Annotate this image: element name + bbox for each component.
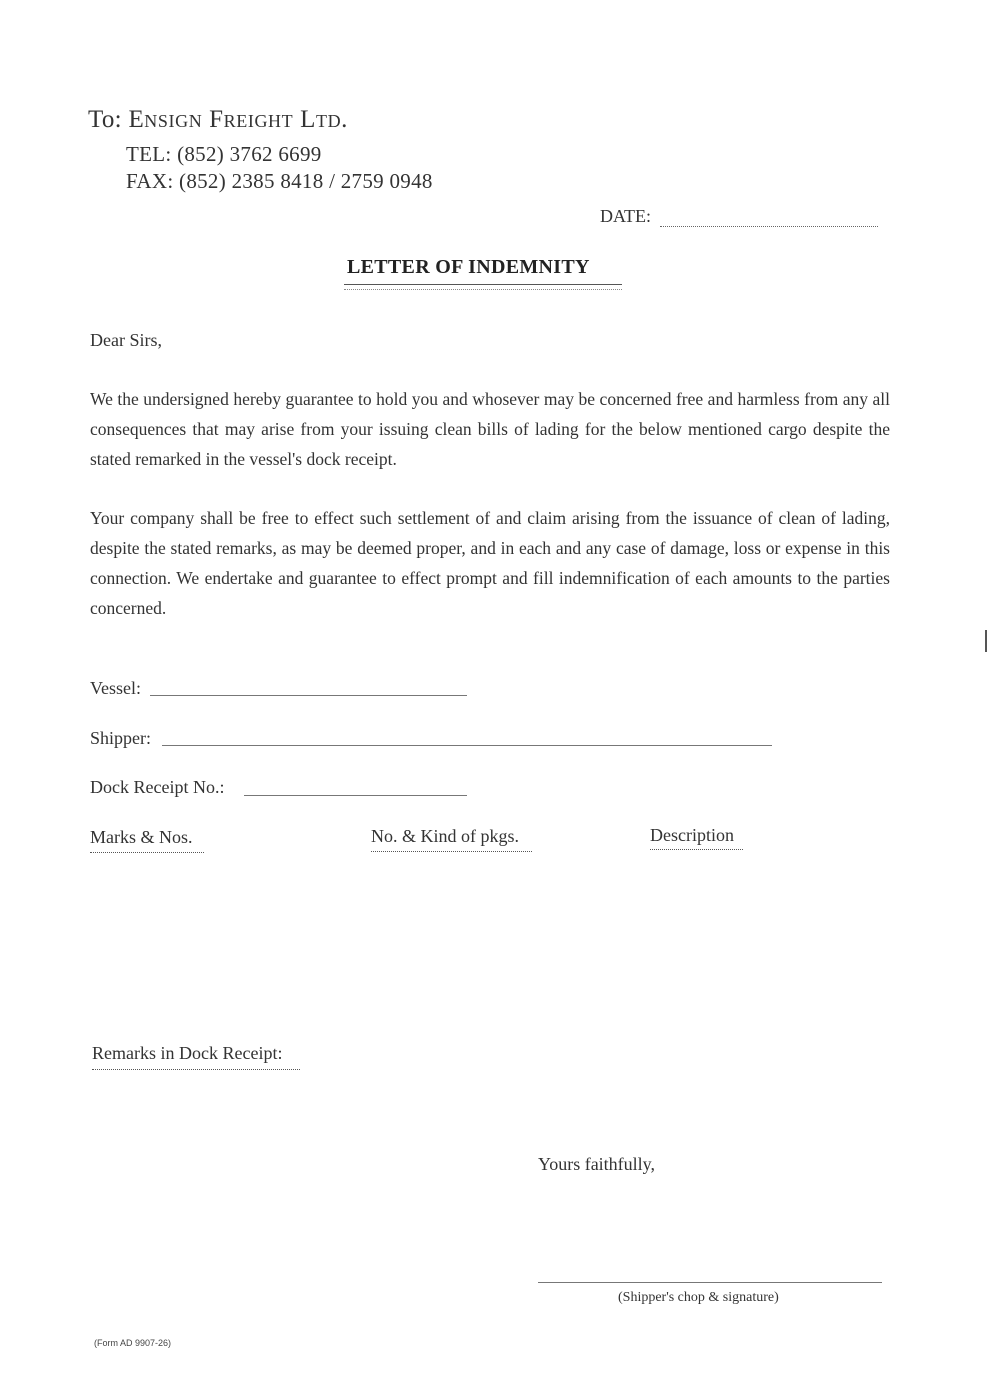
form-number: (Form AD 9907-26) bbox=[94, 1338, 172, 1348]
column-description-underline bbox=[650, 849, 743, 850]
column-marks: Marks & Nos. bbox=[90, 827, 193, 847]
remarks-label: Remarks in Dock Receipt: bbox=[92, 1043, 283, 1063]
date-underline bbox=[660, 226, 878, 227]
signature-line bbox=[538, 1282, 882, 1283]
title-underline bbox=[344, 284, 622, 285]
salutation: Dear Sirs, bbox=[90, 330, 162, 350]
fax-line: FAX: (852) 2385 8418 / 2759 0948 bbox=[126, 169, 433, 193]
document-title: LETTER OF INDEMNITY bbox=[347, 256, 590, 278]
date-label: DATE: bbox=[600, 206, 651, 226]
signature-caption: (Shipper's chop & signature) bbox=[618, 1290, 779, 1305]
paragraph-guarantee: We the undersigned hereby guarantee to hold you and whosever may be concerned free and harmless from any all consequences that may arise from your issuing clean bills of lading for the below mentioned cargo despite the stated remarked in the vessel's dock receipt. bbox=[90, 389, 890, 469]
shipper-underline bbox=[162, 745, 772, 746]
column-packages-underline bbox=[371, 851, 532, 852]
vessel-underline bbox=[150, 695, 467, 696]
remarks-underline bbox=[92, 1069, 300, 1070]
closing: Yours faithfully, bbox=[538, 1154, 656, 1174]
column-packages: No. & Kind of pkgs. bbox=[371, 826, 519, 846]
tel-line: TEL: (852) 3762 6699 bbox=[126, 142, 322, 166]
title-underline-dotted bbox=[344, 289, 622, 290]
dock-receipt-label: Dock Receipt No.: bbox=[90, 777, 225, 797]
scan-edge-mark bbox=[985, 630, 987, 652]
column-marks-underline bbox=[90, 852, 204, 853]
vessel-label: Vessel: bbox=[90, 678, 141, 698]
paragraph-settlement: Your company shall be free to effect such settlement of and claim arising from the issuance of clean of lading, despite the stated remarks, as may be deemed proper, and in each and any case of damage, loss or expense in this connection. We endertake and guarantee to effect prompt and fill indemnification of each amounts to the parties concerned. bbox=[90, 508, 890, 618]
dock-receipt-underline bbox=[244, 795, 467, 796]
recipient-line bbox=[88, 106, 348, 134]
company-name: Ensign Freight Ltd. bbox=[128, 106, 349, 133]
shipper-label: Shipper: bbox=[90, 728, 151, 748]
column-description: Description bbox=[650, 825, 734, 845]
to-prefix: To: bbox=[88, 106, 122, 133]
